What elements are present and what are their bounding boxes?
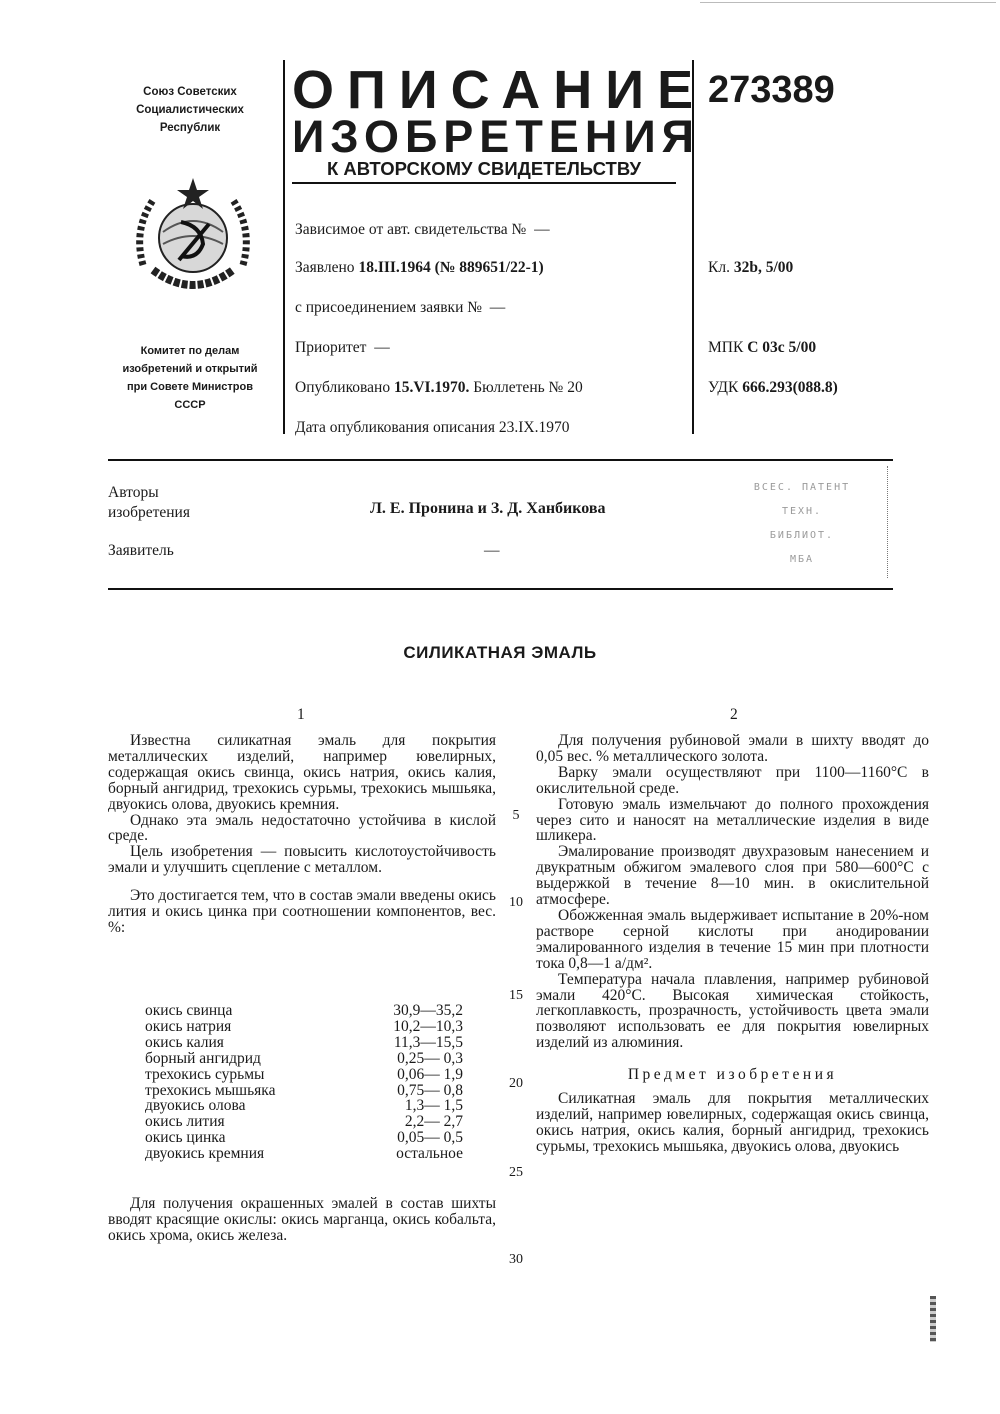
subtitle: К АВТОРСКОМУ СВИДЕТЕЛЬСТВУ <box>292 158 676 184</box>
component-name: окись лития <box>145 1113 225 1131</box>
filed-app: (№ 889651/22-1) <box>434 259 544 276</box>
applicant-value: — <box>484 542 500 559</box>
document-title: СИЛИКАТНАЯ ЭМАЛЬ <box>403 643 597 662</box>
committee-line-2: изобретений и открытий <box>122 363 258 375</box>
org-line-3: Республик <box>159 122 221 134</box>
dependent-label: Зависимое от авт. свидетельства № <box>295 221 527 238</box>
class-udk <box>708 378 838 398</box>
table-row <box>145 1130 463 1146</box>
component-value: 0,25— 0,3 <box>397 1049 463 1067</box>
table-row <box>145 1051 463 1067</box>
line-number: 5 <box>512 808 520 823</box>
column-number-1: 1 <box>297 706 305 723</box>
stamp-line-4: МБА <box>789 554 815 565</box>
stamp-line-1: ВСЕС. ПАТЕНТ <box>753 482 851 493</box>
mpk-label: МПК <box>708 339 744 356</box>
col2-paragraph-5: Обожженная эмаль выдерживает испытание в 20%-ном растворе серной кислоты при анодировании эмалированного изделия в течение 15 мин при плотности тока 0,8—1 а/дм². <box>536 906 929 972</box>
component-value: 11,3—15,5 <box>393 1033 463 1051</box>
meta-published <box>295 378 583 398</box>
component-value: 0,05— 0,5 <box>397 1129 463 1147</box>
table-row <box>145 1035 463 1051</box>
desc-date-value: 23.IX.1970 <box>498 419 570 436</box>
component-value: 1,3— 1,5 <box>404 1097 463 1115</box>
component-value: остальное <box>396 1145 463 1163</box>
table-row <box>145 1146 463 1162</box>
desc-date-label: Дата опубликования описания <box>295 419 495 436</box>
component-name: окись калия <box>145 1033 224 1051</box>
line-number: 10 <box>509 895 523 910</box>
table-row <box>145 1114 463 1130</box>
component-name: двуокись олова <box>145 1097 246 1115</box>
table-row <box>145 1067 463 1083</box>
authors-label-1: Авторы <box>108 484 159 501</box>
column-1-upper <box>108 733 496 936</box>
kl-label: Кл. <box>708 259 730 276</box>
line-number: 25 <box>509 1165 523 1180</box>
col1-paragraph-5: Для получения окрашенных эмалей в состав шихты вводят красящие окислы: окись марганца, окись кобальта, окись хрома, окись железа. <box>108 1195 496 1244</box>
component-name: трехокись мышьяка <box>145 1081 276 1099</box>
author-names: Л. Е. Пронина и З. Д. Ханбикова <box>370 500 606 517</box>
bulletin: Бюллетень № 20 <box>473 379 583 396</box>
kl-value: 32b, 5/00 <box>733 259 794 276</box>
committee-line-3: при Совете Министров <box>126 381 254 393</box>
divider-bottom <box>108 588 893 590</box>
title-line-2: ИЗОБРЕТЕНИЯ <box>292 111 701 162</box>
stamp-edge <box>887 466 889 578</box>
meta-priority <box>295 338 390 358</box>
table-row <box>145 1083 463 1099</box>
col1-paragraph-3: Цель изобретения — повысить кислотоустойчивость эмали и улучшить сцепление с металлом. <box>108 843 496 877</box>
col2-paragraph-4: Эмалирование производят двухразовым нанесением и двукратным обжигом эмалевого слоя при 580—600°С с выдержкой в течение 8—10 мин. в окислительной атмосфере. <box>536 843 929 909</box>
claim-text: Силикатная эмаль для покрытия металлических изделий, например ювелирных, содержащая окись свинца, окись натрия, окись калия, борный ангидрид, трехокись сурьмы, трехокись мышьяка, двуокись олова, двуокись <box>536 1090 929 1155</box>
component-name: окись цинка <box>145 1129 226 1147</box>
col1-paragraph-4: Это достигается тем, что в состав эмали введены окись лития и окись цинка при соотношении компонентов, вес. %: <box>108 887 496 936</box>
meta-dependent <box>295 220 550 240</box>
mpk-value: С 03с 5/00 <box>747 339 817 356</box>
org-line-2: Социалистических <box>136 104 244 116</box>
stamp-line-2: ТЕХН. <box>781 506 823 517</box>
class-mpk <box>708 338 816 358</box>
scan-top-line <box>700 2 996 3</box>
published-label: Опубликовано <box>295 379 391 396</box>
col2-paragraph-2: Варку эмали осуществляют при 1100—1160°С в окислительной среде. <box>536 763 929 797</box>
col1-paragraph-2: Однако эта эмаль недостаточно устойчива в кислой среде. <box>108 811 496 845</box>
udk-value: 666.293(088.8) <box>742 379 838 396</box>
col2-paragraph-6: Температура начала плавления, например рубиновой эмали 420°С. Высокая химическая стойкость, легкоплавкость, прозрачность, устойчивость цвета эмали позволяют использовать ее для покрытия ювелирных изделий из алюминия. <box>536 970 929 1052</box>
scan-edge-mark <box>930 1296 936 1342</box>
addition-label: с присоединением заявки № <box>295 299 483 316</box>
table-row <box>145 1019 463 1035</box>
column-number-2: 2 <box>730 706 738 723</box>
committee-line-1: Комитет по делам <box>140 345 240 357</box>
dependent-value: — <box>534 221 550 238</box>
authors-label-2: изобретения <box>108 504 190 521</box>
library-stamp <box>712 476 892 586</box>
committee-name <box>110 342 270 414</box>
column-1-lower <box>108 1196 496 1244</box>
table-row <box>145 1003 463 1019</box>
patent-number: 273389 <box>708 69 835 111</box>
composition-table <box>145 1003 463 1162</box>
org-line-1: Союз Советских <box>143 86 237 98</box>
col2-paragraph-1: Для получения рубиновой эмали в шихту вводят до 0,05 вес. % металлического золота. <box>536 732 929 765</box>
udk-label: УДК <box>708 379 739 396</box>
component-value: 2,2— 2,7 <box>404 1113 463 1131</box>
meta-addition <box>295 298 505 318</box>
component-name: трехокись сурьмы <box>145 1065 265 1083</box>
component-name: окись натрия <box>145 1017 232 1035</box>
component-name: борный ангидрид <box>145 1049 261 1067</box>
title-line-1: ОПИСАНИЕ <box>292 60 707 120</box>
claim-heading: Предмет изобретения <box>627 1066 838 1084</box>
column-2 <box>536 733 929 1155</box>
component-name: окись свинца <box>145 1002 233 1019</box>
meta-desc-date <box>295 418 569 438</box>
priority-value: — <box>374 339 390 356</box>
line-number: 20 <box>509 1076 523 1091</box>
issuing-state <box>110 83 270 137</box>
meta-filed <box>295 258 544 278</box>
left-divider <box>283 60 285 434</box>
component-value: 0,06— 1,9 <box>397 1065 463 1083</box>
authors-label <box>108 483 190 523</box>
line-number: 30 <box>509 1252 523 1267</box>
component-value: 10,2—10,3 <box>393 1017 463 1035</box>
component-value: 0,75— 0,8 <box>397 1081 463 1099</box>
filed-date: 18.III.1964 <box>358 259 431 276</box>
table-row <box>145 1098 463 1114</box>
stamp-line-3: БИБЛИОТ. <box>769 530 835 541</box>
priority-label: Приоритет <box>295 339 367 356</box>
class-kl <box>708 258 793 278</box>
line-number: 15 <box>509 988 523 1003</box>
component-name: двуокись кремния <box>145 1145 265 1163</box>
published-date: 15.VI.1970. <box>393 379 470 396</box>
addition-value: — <box>489 299 506 316</box>
col2-paragraph-3: Готовую эмаль измельчают до полного прохождения через сито и наносят на металлические изделия в виде шликера. <box>536 795 929 845</box>
filed-label: Заявлено <box>295 259 355 276</box>
divider-top <box>108 459 893 461</box>
applicant-label: Заявитель <box>108 542 174 559</box>
state-emblem-icon <box>123 170 263 310</box>
col1-paragraph-1: Известна силикатная эмаль для покрытия металлических изделий, например ювелирных, содержащая окись свинца, окись натрия, окись калия, борный ангидрид, трехокись сурьмы, трехокись мышьяка, двуокись олова, двуокись кремния. <box>108 732 496 813</box>
committee-line-4: СССР <box>174 399 206 411</box>
component-value: 30,9—35,2 <box>393 1002 463 1019</box>
